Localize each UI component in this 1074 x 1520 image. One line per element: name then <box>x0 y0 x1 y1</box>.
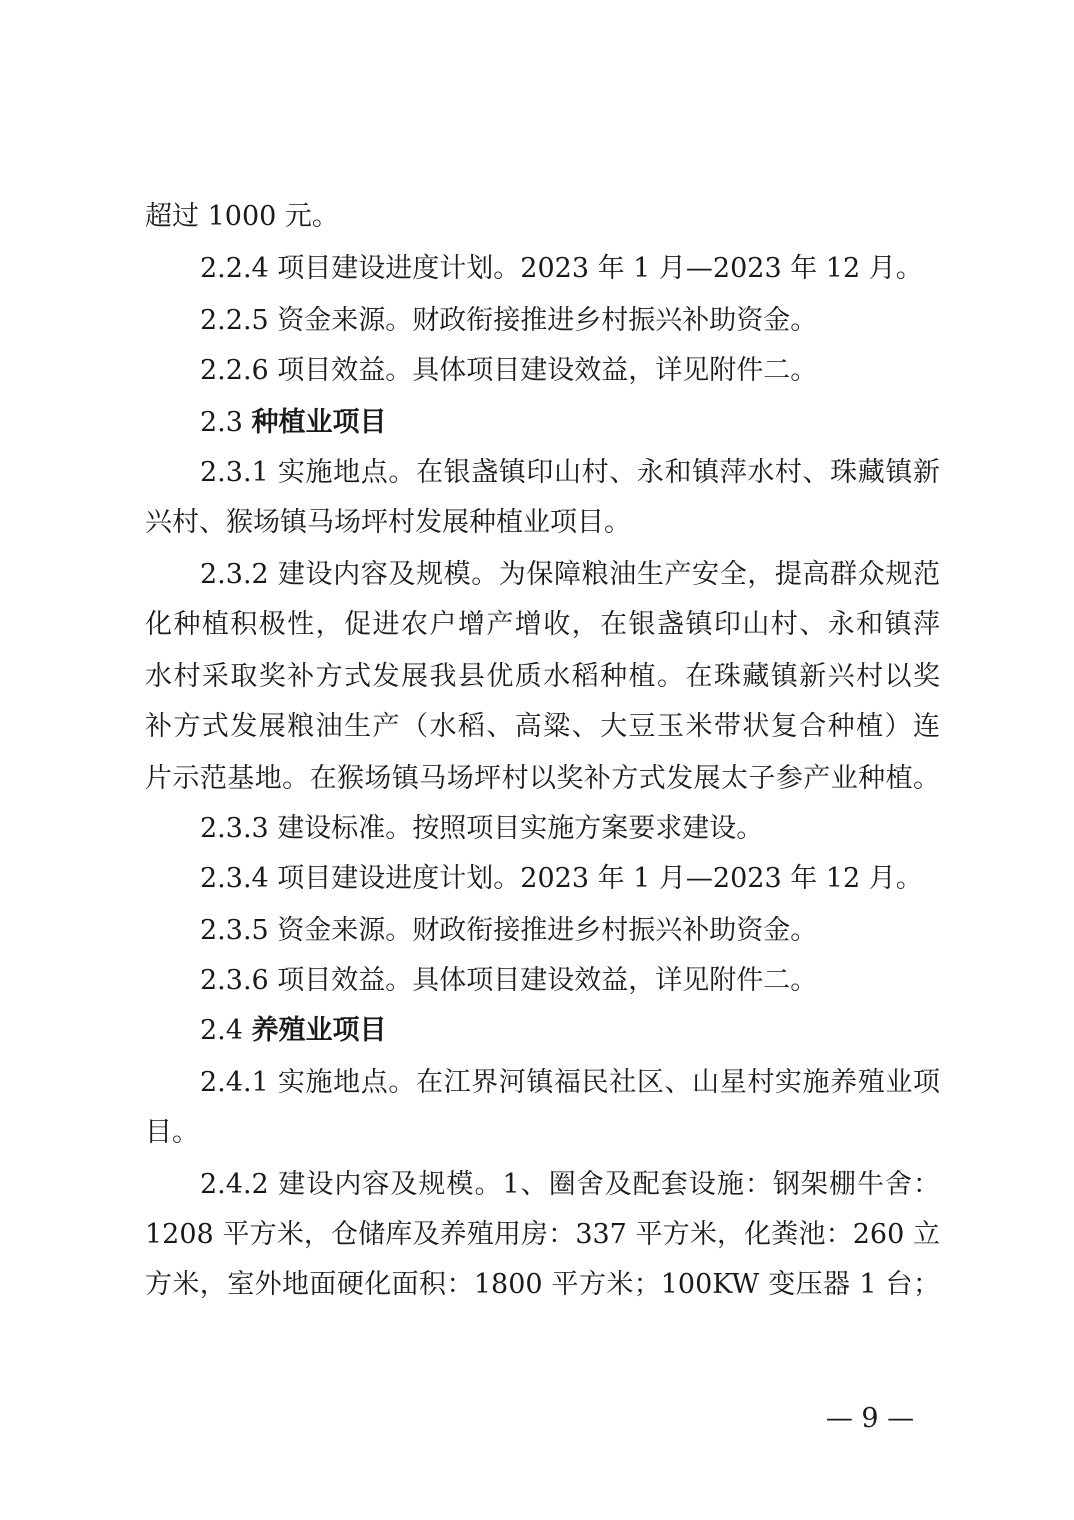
paragraph-line: 目。 <box>145 1117 199 1148</box>
paragraph-line: 超过 1000 元。 <box>145 201 339 232</box>
paragraph-line: 2.3.6 项目效益。具体项目建设效益，详见附件二。 <box>200 965 818 996</box>
page-number: — 9 — <box>825 1403 915 1434</box>
section-heading-title: 养殖业项目 <box>251 1015 387 1046</box>
paragraph-line: 2.4.2 建设内容及规模。1、圈舍及配套设施：钢架棚牛舍： <box>200 1169 940 1200</box>
paragraph-line: 2.3.4 项目建设进度计划。2023 年 1 月—2023 年 12 月。 <box>200 863 923 894</box>
paragraph-line: 1208 平方米，仓储库及养殖用房：337 平方米，化粪池：260 立 <box>145 1219 940 1250</box>
paragraph-line: 水村采取奖补方式发展我县优质水稻种植。在珠藏镇新兴村以奖 <box>145 661 940 692</box>
paragraph-line: 2.2.5 资金来源。财政衔接推进乡村振兴补助资金。 <box>200 305 818 336</box>
paragraph-line: 2.3.3 建设标准。按照项目实施方案要求建设。 <box>200 813 764 844</box>
section-heading <box>200 406 387 440</box>
paragraph-line: 2.4.1 实施地点。在江界河镇福民社区、山星村实施养殖业项 <box>200 1067 940 1098</box>
section-heading-title: 种植业项目 <box>251 407 387 438</box>
paragraph-line: 2.3.1 实施地点。在银盏镇印山村、永和镇萍水村、珠藏镇新 <box>200 457 940 488</box>
paragraph-line: 化种植积极性，促进农户增产增收，在银盏镇印山村、永和镇萍 <box>145 609 940 640</box>
paragraph-line: 2.3.5 资金来源。财政衔接推进乡村振兴补助资金。 <box>200 915 818 946</box>
paragraph-line: 补方式发展粮油生产（水稻、高粱、大豆玉米带状复合种植）连 <box>145 711 940 742</box>
section-heading-number: 2.4 <box>200 1015 252 1046</box>
paragraph-line: 片示范基地。在猴场镇马场坪村以奖补方式发展太子参产业种植。 <box>145 763 940 794</box>
paragraph-line: 2.2.6 项目效益。具体项目建设效益，详见附件二。 <box>200 355 818 386</box>
paragraph-line: 2.2.4 项目建设进度计划。2023 年 1 月—2023 年 12 月。 <box>200 253 923 284</box>
paragraph-line: 方米，室外地面硬化面积：1800 平方米；100KW 变压器 1 台； <box>145 1269 940 1300</box>
paragraph-line: 兴村、猴场镇马场坪村发展种植业项目。 <box>145 507 631 538</box>
paragraph-line: 2.3.2 建设内容及规模。为保障粮油生产安全，提高群众规范 <box>200 559 940 590</box>
section-heading-number: 2.3 <box>200 407 252 438</box>
section-heading <box>200 1014 387 1048</box>
